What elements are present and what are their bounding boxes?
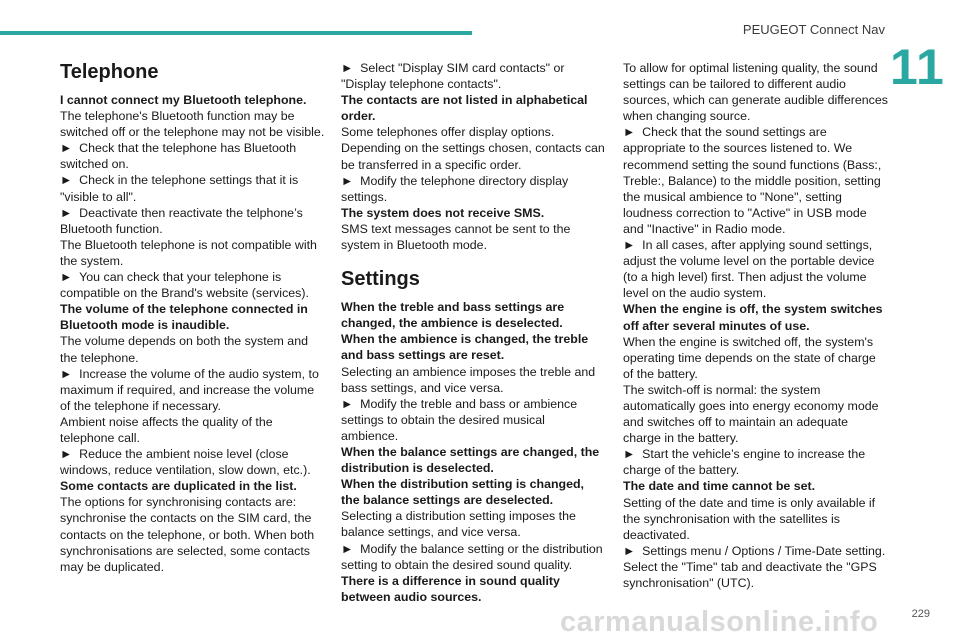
question-heading: Some contacts are duplicated in the list. [60,479,297,494]
section-heading: Telephone [60,61,159,83]
instruction-step: ► Modify the telephone directory display settings. [341,173,605,205]
instruction-step: ► Check that the telephone has Bluetooth switched on. [60,140,325,172]
watermark: carmanualsonline.info [560,606,879,638]
instruction-step: ► Modify the treble and bass or ambience settings to obtain the desired musical ambience. [341,396,605,444]
instruction-step: ► Check that the sound settings are appropriate to the sources listened to. We recommend setting the sound functions (Bass:, Treble:, Balance) to the middle position, setting the musical ambience to "None", setting loudness correction to "Active" in USB mode and "Inactive" in Radio mode. [623,124,889,237]
page-number: 229 [911,608,930,620]
paragraph: Selecting an ambience imposes the treble and bass settings, and vice versa. [341,364,596,395]
question-heading: The contacts are not listed in alphabetical order. [341,93,588,124]
paragraph: To allow for optimal listening quality, the sound settings can be tailored to different audio sources, which can generate audible differences when changing source. [623,61,888,124]
instruction-step: ► You can check that your telephone is compatible on the Brand's website (services). [60,269,325,301]
question-heading: There is a difference in sound quality between audio sources. [341,573,560,604]
section-heading: Settings [341,268,420,291]
instruction-step: ► Select "Display SIM card contacts" or "Display telephone contacts". [341,60,605,92]
question-heading: I cannot connect my Bluetooth telephone. [60,93,307,107]
paragraph: The Bluetooth telephone is not compatible with the system. [60,237,317,268]
paragraph: The options for synchronising contacts are: synchronise the contacts on the SIM card, the contacts on the telephone, or both. When both synchronisations are selected, some contacts may be duplicated. [60,495,315,574]
instruction-step: ► Start the vehicle’s engine to increase the charge of the battery. [623,446,889,478]
question-heading: The date and time cannot be set. [623,479,816,494]
instruction-step: ► Check in the telephone settings that it is "visible to all". [60,172,325,204]
paragraph: Ambient noise affects the quality of the telephone call. [60,414,273,445]
paragraph: Selecting a distribution setting imposes the balance settings, and vice versa. [341,509,576,540]
instruction-step: ► Settings menu / Options / Time-Date setting. Select the "Time" tab and deactivate the "GPS synchronisation" (UTC). [623,543,889,591]
instruction-step: ► Reduce the ambient noise level (close windows, reduce ventilation, slow down, etc.). [60,446,325,478]
question-heading: When the distribution setting is changed, the balance settings are deselected. [341,477,584,508]
instruction-step: ► Deactivate then reactivate the telphone’s Bluetooth function. [60,205,325,237]
header-accent-bar [0,31,472,35]
paragraph: SMS text messages cannot be sent to the system in Bluetooth mode. [341,221,571,253]
header-title: PEUGEOT Connect Nav [742,22,885,37]
paragraph: The switch-off is normal: the system automatically goes into energy economy mode and switches off to maintain an adequate charge in the battery. [623,382,879,446]
question-heading: The volume of the telephone connected in Bluetooth mode is inaudible. [60,302,308,333]
paragraph: The telephone's Bluetooth function may be switched off or the telephone may not be visible. [60,109,325,140]
question-heading: When the engine is off, the system switches off after several minutes of use. [623,302,883,333]
question-heading: When the treble and bass settings are changed, the ambience is deselected. [341,300,565,331]
paragraph: The volume depends on both the system and the telephone. [60,334,308,365]
instruction-step: ► Modify the balance setting or the distribution setting to obtain the desired sound quality. [341,541,605,573]
paragraph: Setting of the date and time is only available if the synchronisation with the satellites is deactivated. [623,495,876,542]
question-heading: When the balance settings are changed, the distribution is deselected. [341,444,600,476]
column-1 [60,60,325,575]
chapter-number: 11 [890,39,945,95]
instruction-step: ► Increase the volume of the audio system, to maximum if required, and increase the volume of the telephone if necessary. [60,366,325,414]
column-3 [623,60,889,591]
question-heading: The system does not receive SMS. [341,205,545,220]
question-heading: When the ambience is changed, the treble and bass settings are reset. [341,332,589,363]
paragraph: Some telephones offer display options. Depending on the settings chosen, contacts can be transferred in a specific order. [341,125,605,172]
paragraph: When the engine is switched off, the system's operating time depends on the state of charge of the battery. [623,334,876,381]
instruction-step: ► In all cases, after applying sound settings, adjust the volume level on the portable device (to a high level) first. Then adjust the volume level on the audio system. [623,237,889,301]
column-2 [341,60,605,605]
